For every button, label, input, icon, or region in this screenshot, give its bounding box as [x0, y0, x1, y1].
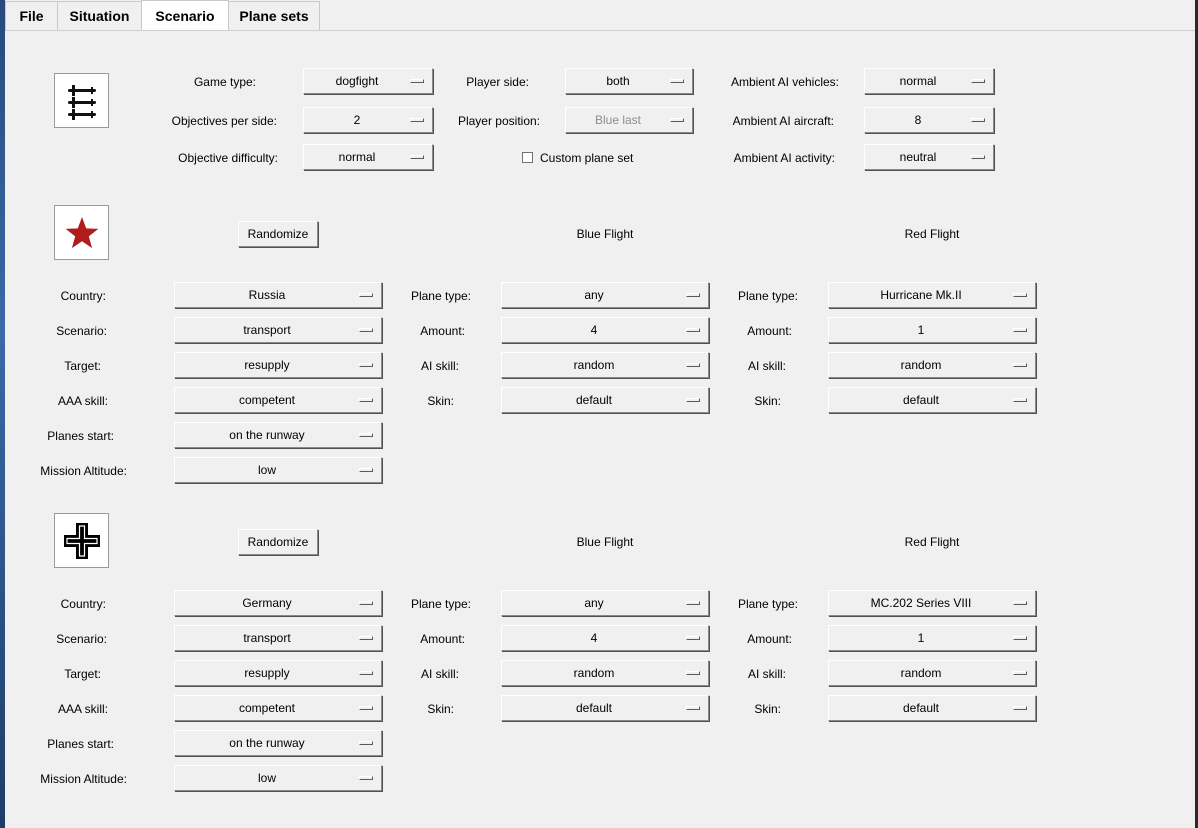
- custom-plane-set-checkbox[interactable]: [522, 152, 533, 163]
- ambient-ai-activity-dropdown[interactable]: [864, 144, 994, 170]
- side-1-red-ai-skill-dropdown[interactable]: [828, 352, 1036, 378]
- tab-bar: [5, 0, 1195, 31]
- dropdown-indicator-icon: [359, 398, 373, 402]
- dropdown-indicator-icon: [410, 118, 424, 122]
- dropdown-indicator-icon: [1013, 363, 1027, 367]
- dropdown-indicator-icon: [1013, 671, 1027, 675]
- player-position-value: Blue last: [594, 113, 642, 127]
- side-2-target-dropdown[interactable]: [174, 660, 382, 686]
- side-2-country-value: Germany: [242, 596, 292, 610]
- dropdown-indicator-icon: [686, 328, 700, 332]
- player-position-label: Player position:: [457, 114, 540, 128]
- side-2-red-plane-type-dropdown[interactable]: [828, 590, 1036, 616]
- side-2-country-dropdown[interactable]: [174, 590, 382, 616]
- side-1-mission-altitude-label: Mission Altitude:: [40, 464, 127, 478]
- side-1-blue-amount-label: Amount:: [420, 324, 465, 338]
- side-1-blue-flight-title: Blue Flight: [576, 227, 634, 241]
- objectives-per-side-dropdown[interactable]: [303, 107, 433, 133]
- side-2-blue-ai-skill-label: AI skill:: [420, 667, 459, 681]
- ambient-ai-aircraft-dropdown[interactable]: [864, 107, 994, 133]
- side-2-scenario-dropdown[interactable]: [174, 625, 382, 651]
- dropdown-indicator-icon: [686, 363, 700, 367]
- side-2-blue-amount-value: 4: [590, 631, 598, 645]
- ambient-ai-vehicles-value: normal: [899, 74, 937, 88]
- custom-plane-set-label: Custom plane set: [540, 151, 634, 165]
- player-side-label: Player side:: [466, 75, 529, 89]
- side-2-randomize-button[interactable]: Randomize: [238, 529, 318, 555]
- side-1-blue-plane-type-dropdown[interactable]: [501, 282, 709, 308]
- side-2-red-amount-dropdown[interactable]: [828, 625, 1036, 651]
- side-2-red-plane-type-label: Plane type:: [737, 597, 798, 611]
- tab-scenario[interactable]: Scenario: [141, 0, 229, 31]
- side-2-red-skin-dropdown[interactable]: [828, 695, 1036, 721]
- dropdown-indicator-icon: [410, 79, 424, 83]
- side-1-aaa-skill-value: competent: [238, 393, 296, 407]
- dropdown-indicator-icon: [1013, 601, 1027, 605]
- dropdown-indicator-icon: [686, 293, 700, 297]
- objectives-per-side-label: Objectives per side:: [171, 114, 277, 128]
- objective-difficulty-label: Objective difficulty:: [178, 151, 278, 165]
- player-side-value: both: [606, 74, 630, 88]
- side-2-blue-amount-dropdown[interactable]: [501, 625, 709, 651]
- side-1-aaa-skill-dropdown[interactable]: [174, 387, 382, 413]
- side-2-red-skin-label: Skin:: [754, 702, 781, 716]
- dropdown-indicator-icon: [670, 118, 684, 122]
- side-1-country-value: Russia: [248, 288, 286, 302]
- side-2-blue-ai-skill-dropdown[interactable]: [501, 660, 709, 686]
- side-1-red-skin-dropdown[interactable]: [828, 387, 1036, 413]
- dropdown-indicator-icon: [359, 741, 373, 745]
- side-2-blue-amount-label: Amount:: [420, 632, 465, 646]
- objective-difficulty-value: normal: [338, 150, 376, 164]
- player-position-dropdown[interactable]: [565, 107, 693, 133]
- dropdown-indicator-icon: [1013, 328, 1027, 332]
- side-2-red-ai-skill-dropdown[interactable]: [828, 660, 1036, 686]
- side-2-red-ai-skill-label: AI skill:: [747, 667, 786, 681]
- dropdown-indicator-icon: [686, 706, 700, 710]
- side-2-blue-ai-skill-value: random: [573, 666, 615, 680]
- side-2-blue-plane-type-dropdown[interactable]: [501, 590, 709, 616]
- side-1-icon-box: [54, 205, 109, 260]
- side-1-red-amount-dropdown[interactable]: [828, 317, 1036, 343]
- ambient-ai-aircraft-label: Ambient AI aircraft:: [732, 114, 834, 128]
- dropdown-indicator-icon: [686, 671, 700, 675]
- side-1-mission-altitude-value: low: [257, 463, 276, 477]
- side-2-blue-plane-type-label: Plane type:: [410, 597, 471, 611]
- dropdown-indicator-icon: [359, 636, 373, 640]
- dropdown-indicator-icon: [670, 79, 684, 83]
- side-2-aaa-skill-dropdown[interactable]: [174, 695, 382, 721]
- side-2-blue-plane-type-value: any: [584, 596, 604, 610]
- side-2-red-skin-value: default: [902, 701, 940, 715]
- side-2-target-value: resupply: [244, 666, 290, 680]
- dropdown-indicator-icon: [971, 79, 985, 83]
- side-2-scenario-value: transport: [243, 631, 291, 645]
- dropdown-indicator-icon: [359, 671, 373, 675]
- side-2-blue-skin-label: Skin:: [427, 702, 454, 716]
- side-1-scenario-label: Scenario:: [56, 324, 107, 338]
- side-1-blue-plane-type-label: Plane type:: [410, 289, 471, 303]
- ambient-ai-vehicles-dropdown[interactable]: [864, 68, 994, 94]
- side-2-red-plane-type-value: MC.202 Series VIII: [870, 596, 972, 610]
- game-type-dropdown[interactable]: [303, 68, 433, 94]
- side-2-icon-box: [54, 513, 109, 568]
- ambient-ai-activity-label: Ambient AI activity:: [733, 151, 835, 165]
- side-2-aaa-skill-label: AAA skill:: [57, 702, 108, 716]
- player-side-dropdown[interactable]: [565, 68, 693, 94]
- dropdown-indicator-icon: [359, 601, 373, 605]
- ambient-ai-aircraft-value: 8: [914, 113, 922, 127]
- side-2-red-amount-value: 1: [917, 631, 925, 645]
- side-2-red-flight-title: Red Flight: [904, 535, 960, 549]
- side-2-mission-altitude-value: low: [257, 771, 276, 785]
- side-1-red-flight-title: Red Flight: [904, 227, 960, 241]
- red-star-icon: [64, 215, 100, 251]
- dropdown-indicator-icon: [1013, 706, 1027, 710]
- dropdown-indicator-icon: [1013, 398, 1027, 402]
- side-1-target-label: Target:: [64, 359, 101, 373]
- side-1-scenario-dropdown[interactable]: [174, 317, 382, 343]
- side-2-blue-flight-title: Blue Flight: [576, 535, 634, 549]
- game-type-label: Game type:: [193, 75, 256, 89]
- side-2-blue-skin-dropdown[interactable]: [501, 695, 709, 721]
- side-1-blue-amount-value: 4: [590, 323, 598, 337]
- dropdown-indicator-icon: [1013, 293, 1027, 297]
- dropdown-indicator-icon: [971, 118, 985, 122]
- tab-situation[interactable]: Situation: [57, 1, 142, 30]
- dropdown-indicator-icon: [359, 706, 373, 710]
- side-1-planes-start-dropdown[interactable]: [174, 422, 382, 448]
- dropdown-indicator-icon: [359, 363, 373, 367]
- side-2-planes-start-dropdown[interactable]: [174, 730, 382, 756]
- side-2-mission-altitude-label: Mission Altitude:: [40, 772, 127, 786]
- side-1-mission-altitude-dropdown[interactable]: [174, 457, 382, 483]
- ambient-ai-vehicles-label: Ambient AI vehicles:: [730, 75, 839, 89]
- dropdown-indicator-icon: [686, 601, 700, 605]
- side-1-red-skin-value: default: [902, 393, 940, 407]
- dropdown-indicator-icon: [686, 398, 700, 402]
- side-2-planes-start-value: on the runway: [229, 736, 305, 750]
- side-1-scenario-value: transport: [243, 323, 291, 337]
- dropdown-indicator-icon: [410, 155, 424, 159]
- ambient-ai-activity-value: neutral: [899, 150, 937, 164]
- objectives-per-side-value: 2: [353, 113, 361, 127]
- side-1-blue-ai-skill-label: AI skill:: [420, 359, 459, 373]
- side-2-red-amount-label: Amount:: [747, 632, 792, 646]
- side-1-blue-skin-label: Skin:: [427, 394, 454, 408]
- side-1-target-dropdown[interactable]: [174, 352, 382, 378]
- side-1-red-ai-skill-value: random: [900, 358, 942, 372]
- side-2-blue-skin-value: default: [575, 701, 613, 715]
- dropdown-indicator-icon: [359, 468, 373, 472]
- dropdown-indicator-icon: [1013, 636, 1027, 640]
- side-2-scenario-label: Scenario:: [56, 632, 107, 646]
- side-1-planes-start-value: on the runway: [229, 428, 305, 442]
- side-2-target-label: Target:: [64, 667, 101, 681]
- dropdown-indicator-icon: [359, 433, 373, 437]
- side-2-mission-altitude-dropdown[interactable]: [174, 765, 382, 791]
- side-1-planes-start-label: Planes start:: [47, 429, 114, 443]
- side-2-planes-start-label: Planes start:: [47, 737, 114, 751]
- side-2-country-label: Country:: [60, 597, 106, 611]
- side-1-red-ai-skill-label: AI skill:: [747, 359, 786, 373]
- side-1-blue-ai-skill-dropdown[interactable]: [501, 352, 709, 378]
- side-1-country-label: Country:: [60, 289, 106, 303]
- side-1-blue-amount-dropdown[interactable]: [501, 317, 709, 343]
- game-type-value: dogfight: [335, 74, 379, 88]
- side-1-red-plane-type-label: Plane type:: [737, 289, 798, 303]
- tab-plane-sets[interactable]: Plane sets: [228, 1, 320, 30]
- balkenkreuz-icon: [62, 521, 102, 561]
- side-1-blue-ai-skill-value: random: [573, 358, 615, 372]
- dropdown-indicator-icon: [359, 776, 373, 780]
- dropdown-indicator-icon: [686, 636, 700, 640]
- dropdown-indicator-icon: [359, 328, 373, 332]
- side-1-randomize-button[interactable]: Randomize: [238, 221, 318, 247]
- side-1-red-skin-label: Skin:: [754, 394, 781, 408]
- side-1-blue-plane-type-value: any: [584, 288, 604, 302]
- side-1-aaa-skill-label: AAA skill:: [57, 394, 108, 408]
- side-1-blue-skin-value: default: [575, 393, 613, 407]
- side-1-red-amount-value: 1: [917, 323, 925, 337]
- side-1-blue-skin-dropdown[interactable]: [501, 387, 709, 413]
- side-1-red-plane-type-dropdown[interactable]: [828, 282, 1036, 308]
- dropdown-indicator-icon: [971, 155, 985, 159]
- side-1-target-value: resupply: [244, 358, 290, 372]
- tab-file[interactable]: File: [5, 1, 58, 30]
- side-2-aaa-skill-value: competent: [238, 701, 296, 715]
- side-1-red-amount-label: Amount:: [747, 324, 792, 338]
- mission-icon-box: [54, 73, 109, 128]
- dropdown-indicator-icon: [359, 293, 373, 297]
- side-1-red-plane-type-value: Hurricane Mk.II: [880, 288, 962, 302]
- side-1-country-dropdown[interactable]: [174, 282, 382, 308]
- aircraft-formation-icon: [62, 81, 102, 121]
- side-2-red-ai-skill-value: random: [900, 666, 942, 680]
- objective-difficulty-dropdown[interactable]: [303, 144, 433, 170]
